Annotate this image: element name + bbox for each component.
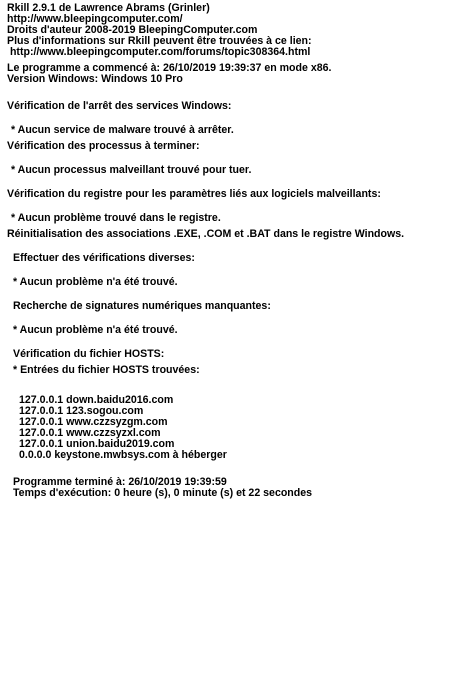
section-result-misc: * Aucun problème n'a été trouvé. [13, 276, 178, 288]
log-text-area [7, 3, 451, 499]
website-url-line: http://www.bleepingcomputer.com/ [7, 13, 183, 25]
start-time-line: Le programme a commencé à: 26/10/2019 19:39:37 en mode x86. [7, 62, 332, 74]
hosts-entry: 0.0.0.0 keystone.mwbsys.com à héberger [19, 449, 227, 461]
hosts-entry: 127.0.0.1 123.sogou.com [19, 405, 144, 417]
section-result-processes: * Aucun processus malveillant trouvé pour tuer. [11, 164, 252, 176]
section-title-signatures: Recherche de signatures numériques manquantes: [13, 300, 271, 312]
section-result-hosts: * Entrées du fichier HOSTS trouvées: [13, 364, 200, 376]
end-time-line: Programme terminé à: 26/10/2019 19:39:59 [13, 476, 227, 488]
copyright-line: Droits d'auteur 2008-2019 BleepingComputer.com [7, 24, 258, 36]
hosts-entry: 127.0.0.1 www.czzsyzgm.com [19, 416, 168, 428]
program-name-line: Rkill 2.9.1 de Lawrence Abrams (Grinler) [7, 2, 210, 14]
hosts-entry: 127.0.0.1 down.baidu2016.com [19, 394, 174, 406]
hosts-entry: 127.0.0.1 union.baidu2019.com [19, 438, 175, 450]
section-title-registry: Vérification du registre pour les paramètres liés aux logiciels malveillants: [7, 188, 381, 200]
section-result-registry: * Aucun problème trouvé dans le registre. [11, 212, 221, 224]
windows-version-line: Version Windows: Windows 10 Pro [7, 73, 183, 85]
section-title-hosts: Vérification du fichier HOSTS: [13, 348, 165, 360]
more-info-line: Plus d'informations sur Rkill peuvent être trouvées à ce lien: [7, 35, 312, 47]
section-result-services: * Aucun service de malware trouvé à arrêter. [11, 124, 234, 136]
hosts-entry: 127.0.0.1 www.czzsyzxl.com [19, 427, 161, 439]
section-title-misc: Effectuer des vérifications diverses: [13, 252, 195, 264]
section-title-processes: Vérification des processus à terminer: [7, 140, 200, 152]
section-title-associations: Réinitialisation des associations .EXE, .COM et .BAT dans le registre Windows. [7, 228, 405, 240]
execution-duration-line: Temps d'exécution: 0 heure (s), 0 minute (s) et 22 secondes [13, 487, 313, 499]
forum-url-line: http://www.bleepingcomputer.com/forums/topic308364.html [7, 46, 311, 58]
section-result-signatures: * Aucun problème n'a été trouvé. [13, 324, 178, 336]
section-title-services: Vérification de l'arrêt des services Windows: [7, 100, 232, 112]
